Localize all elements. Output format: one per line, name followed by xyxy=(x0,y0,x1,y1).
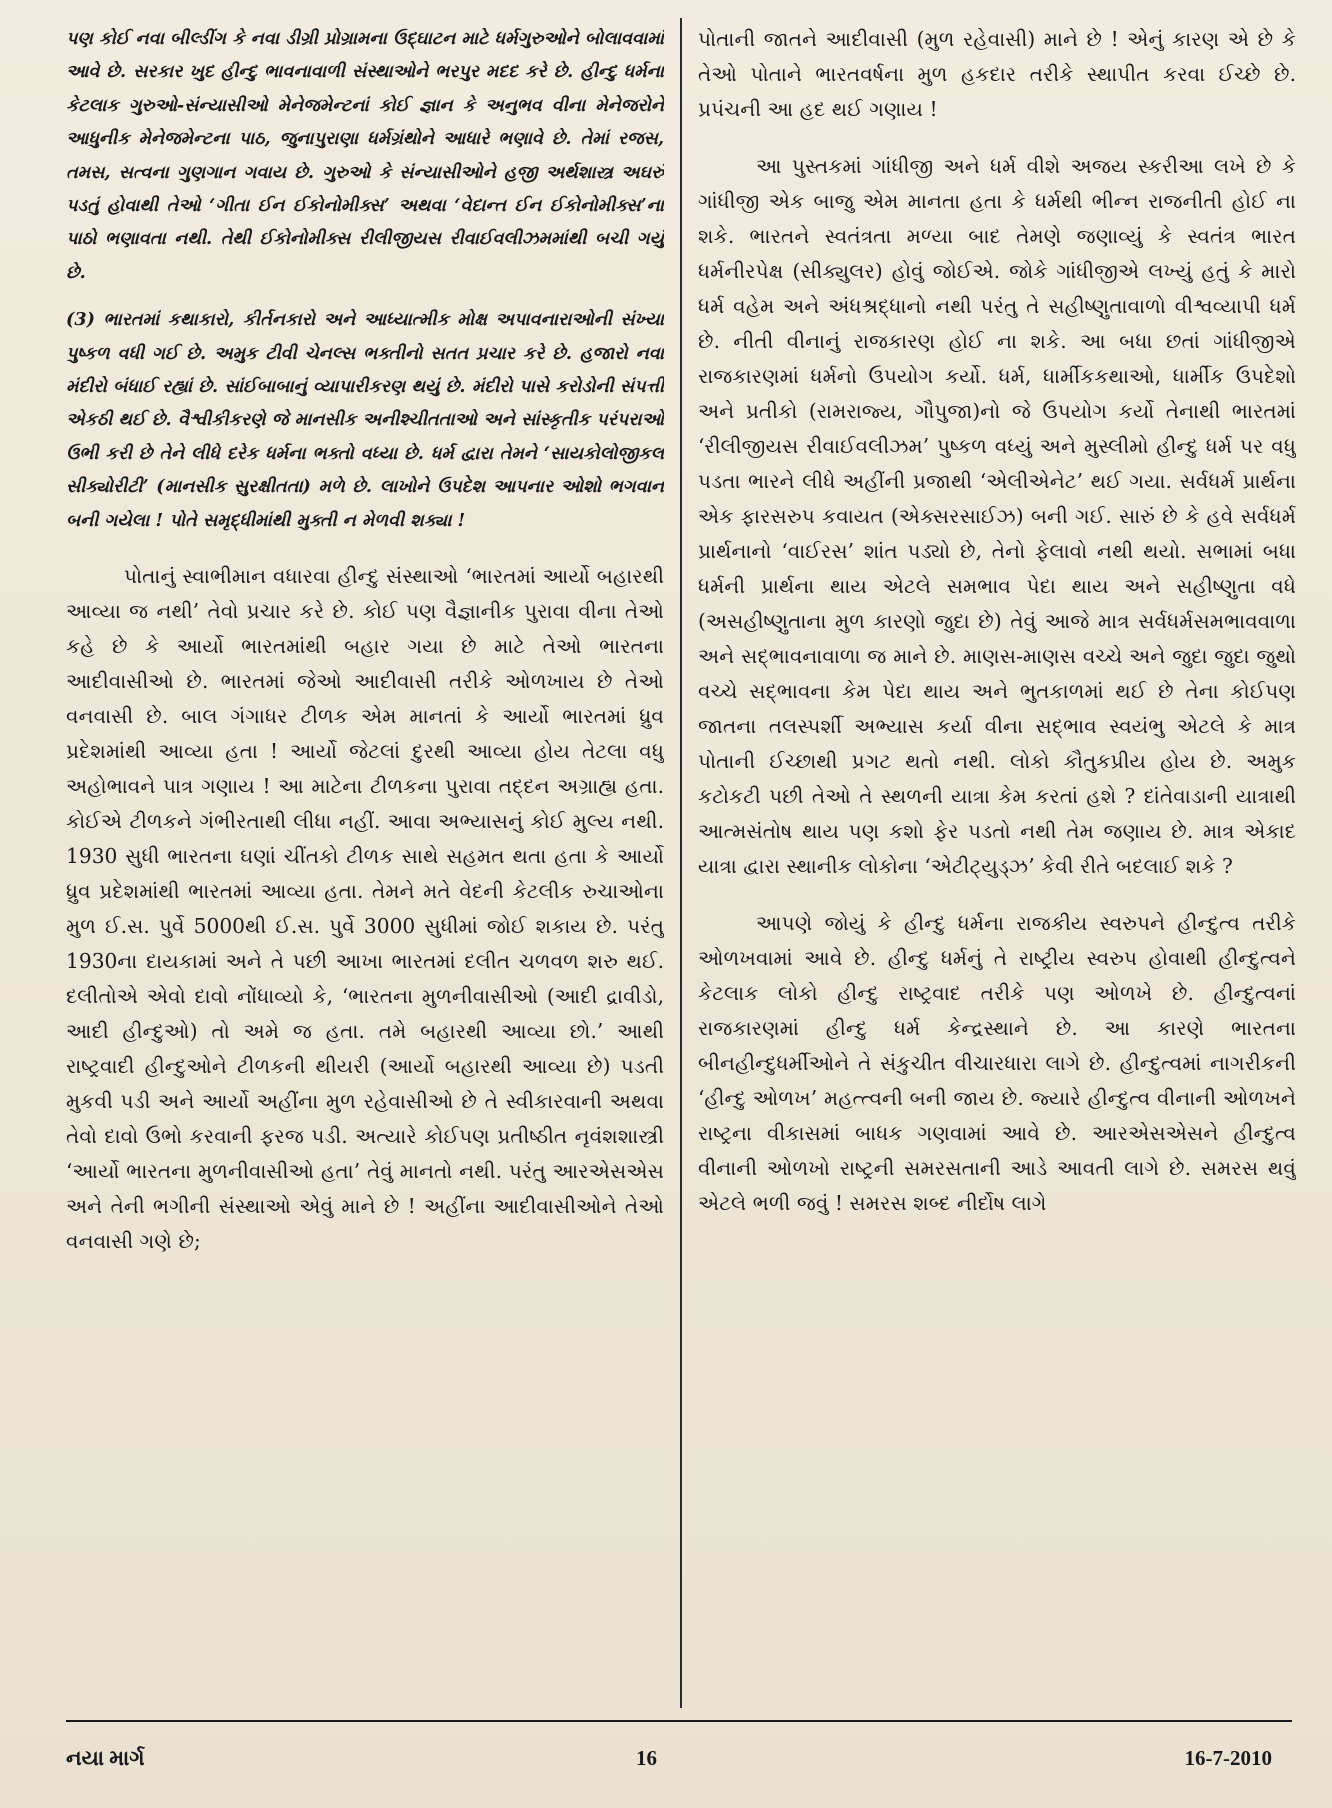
column-divider xyxy=(680,18,682,1708)
right-para-3: આપણે જોયું કે હીન્દુ ધર્મના રાજકીય સ્વરુપને હીન્દુત્વ તરીકે ઓળખવામાં આવે છે. હીન્દુ ધર્મનું તે રાષ્ટ્રીય સ્વરુપ હોવાથી હીન્દુત્વને કેટલાક લોકો હીન્દુ રાષ્ટ્રવાદ તરીકે પણ ઓળખે છે. હીન્દુત્વનાં રાજકારણમાં હીન્દુ ધર્મ કેન્દ્રસ્થાને છે. આ કારણે ભારતના બીનહીન્દુધર્મીઓને તે સંકુચીત વીચારધારા લાગે છે. હીન્દુત્વમાં નાગરીકની ‘હીન્દુ ઓળખ’ મહત્ત્વની બની જાય છે. જ્યારે હીન્દુત્વ વીનાની ઓળખને રાષ્ટ્રના વીકાસમાં બાધક ગણવામાં આવે છે. આરએસએસને હીન્દુત્વ વીનાની ઓળખો રાષ્ટ્રની સમરસતાની આડે આવતી લાગે છે. સમરસ થવું એટલે ભળી જવું ! સમરસ શબ્દ નીર્દોષ લાગે xyxy=(698,911,1296,1215)
page-number: 16 xyxy=(636,1746,657,1770)
right-column xyxy=(698,22,1296,1720)
right-para-2: આ પુસ્તકમાં ગાંધીજી અને ધર્મ વીશે અજય સ્કરીઆ લખે છે કે ગાંધીજી એક બાજુ એમ માનતા હતા કે ધર્મથી ભીન્ન રાજનીતી હોઈ ના શકે. ભારતને સ્વતંત્રતા મળ્યા બાદ તેમણે જણાવ્યું કે સ્વતંત્ર ભારત ધર્મનીરપેક્ષ (સીક્યુલર) હોવું જોઈએ. જોકે ગાંધીજીએ લખ્યું હતું કે મારો ધર્મ વહેમ અને અંધશ્રદ્ધાનો નથી પરંતુ તે સહીષ્ણુતાવાળો વીશ્વવ્યાપી ધર્મ છે. નીતી વીનાનું રાજકારણ હોઈ ના શકે. આ બધા છતાં ગાંધીજીએ રાજકારણમાં ધર્મનો ઉપયોગ કર્યો. ધર્મ, ધાર્મીકકથાઓ, ધાર્મીક ઉપદેશો અને પ્રતીકો (રામરાજ્ય, ગૌપુજા)નો જે ઉપયોગ કર્યો તેનાથી ભારતમાં ‘રીલીજીયસ રીવાઈવલીઝમ’ પુષ્કળ વધ્યું અને મુસ્લીમો હીન્દુ ધર્મ પર વધુ પડતા ભારને લીધે અહીંની પ્રજાથી ‘એલીએનેટ’ થઈ ગયા. સર્વધર્મ પ્રાર્થના એક ફારસરુપ કવાયત (એક્સરસાઈઝ) બની ગઈ. સારું છે કે હવે સર્વધર્મ પ્રાર્થનાનો ‘વાઈરસ’ શાંત પડ્યો છે, તેનો ફેલાવો નથી થયો. સભામાં બધા ધર્મની પ્રાર્થના થાય એટલે સમભાવ પેદા થાય અને સહીષ્ણુતા વધે (અસહીષ્ણુતાના મુળ કારણો જુદા છે) તેવું આજે માત્ર સર્વધર્મસમભાવવાળા અને સદ્ભાવનાવાળા જ માને છે. માણસ-માણસ વચ્ચે અને જુદા જુદા જુથો વચ્ચે સદ્ભાવના કેમ પેદા થાય અને ભુતકાળમાં થઈ છે તેના કોઈપણ જાતના તલસ્પર્શી અભ્યાસ કર્યા વીના સદ્ભાવ સ્વયંભુ એટલે કે માત્ર પોતાની ઈચ્છાથી પ્રગટ થતો નથી. લોકો કૌતુકપ્રીય હોય છે. અમુક કટોકટી પછી તેઓ તે સ્થળની યાત્રા કેમ કરતાં હશે ? દાંતેવાડાની યાત્રાથી આત્મસંતોષ થાય પણ કશો ફેર પડતો નથી તેમ જણાય છે. માત્ર એકાદ યાત્રા દ્વારા સ્થાનીક લોકોના ‘એટીટ્યુડ્ઝ’ કેવી રીતે બદલાઈ શકે ? xyxy=(698,154,1296,878)
issue-date: 16-7-2010 xyxy=(1184,1746,1272,1770)
left-column xyxy=(66,22,664,1720)
footer-rule xyxy=(66,1720,1292,1722)
left-para-3: પોતાનું સ્વાભીમાન વધારવા હીન્દુ સંસ્થાઓ ‘ભારતમાં આર્યો બહારથી આવ્યા જ નથી’ તેવો પ્રચાર કરે છે. કોઈ પણ વૈજ્ઞાનીક પુરાવા વીના તેઓ કહે છે કે આર્યો ભારતમાંથી બહાર ગયા છે માટે તેઓ ભારતના આદીવાસીઓ છે. ભારતમાં જેઓ આદીવાસી તરીકે ઓળખાય છે તેઓ વનવાસી છે. બાલ ગંગાધર ટીળક એમ માનતાં કે આર્યો ભારતમાં ધ્રુવ પ્રદેશમાંથી આવ્યા હતા ! આર્યો જેટલાં દુરથી આવ્યા હોય તેટલા વધુ અહોભાવને પાત્ર ગણાય ! આ માટેના ટીળકના પુરાવા તદ્દન અગ્રાહ્ય હતા. કોઈએ ટીળકને ગંભીરતાથી લીધા નહીં. આવા અભ્યાસનું કોઈ મુલ્ય નથી. 1930 સુધી ભારતના ઘણાં ચીંતકો ટીળક સાથે સહમત થતા હતા કે આર્યો ધ્રુવ પ્રદેશમાંથી ભારતમાં આવ્યા હતા. તેમને મતે વેદની કેટલીક રુચાઓના મુળ ઈ.સ. પુર્વે 5000થી ઈ.સ. પુર્વે 3000 સુધીમાં જોઈ શકાય છે. પરંતુ 1930ના દાયકામાં અને તે પછી આખા ભારતમાં દલીત ચળવળ શરુ થઈ. દલીતોએ એવો દાવો નોંધાવ્યો કે, ‘ભારતના મુળનીવાસીઓ (આદી દ્રાવીડો, આદી હીન્દુઓ) તો અમે જ હતા. તમે બહારથી આવ્યા છો.’ આથી રાષ્ટ્રવાદી હીન્દુઓને ટીળકની થીયરી (આર્યો બહારથી આવ્યા છે) પડતી મુકવી પડી અને આર્યો અહીંના મુળ રહેવાસીઓ છે તે સ્વીકારવાની અથવા તેવો દાવો ઉભો કરવાની ફરજ પડી. અત્યારે કોઈપણ પ્રતીષ્ઠીત નૃવંશશાસ્ત્રી ‘આર્યો ભારતના મુળનીવાસીઓ હતા’ તેવું માનતો નથી. પરંતુ આરએસએસ અને તેની ભગીની સંસ્થાઓ એવું માને છે ! અહીંના આદીવાસીઓને તેઓ વનવાસી ગણે છે; xyxy=(66,564,664,1254)
left-para-2: (3) ભારતમાં કથાકારો, કીર્તનકારો અને આધ્યાત્મીક મોક્ષ અપાવનારાઓની સંખ્યા પુષ્કળ વધી ગઈ છે. અમુક ટીવી ચેનલ્સ ભક્તીનો સતત પ્રચાર કરે છે. હજારો નવા મંદીરો બંધાઈ રહ્યાં છે. સાંઈબાબાનું વ્યાપારીકરણ થયું છે. મંદીરો પાસે કરોડોની સંપત્તી એકઠી થઈ છે. વૈશ્વીકીકરણે જે માનસીક અનીશ્ચીતતાઓ અને સાંસ્કૃતીક પરંપરાઓ ઉભી કરી છે તેને લીધે દરેક ધર્મના ભક્તો વધ્યા છે. ધર્મ દ્વારા તેમને ‘સાયકોલોજીકલ સીક્યોરીટી’ (માનસીક સુરક્ષીતતા) મળે છે. લાખોને ઉપદેશ આપનાર ઓશો ભગવાન બની ગયેલા ! પોતે સમૃદ્ધીમાંથી મુક્તી ન મેળવી શક્યા ! xyxy=(66,309,664,531)
publication-name: નયા માર્ગ xyxy=(66,1746,145,1770)
left-para-1: પણ કોઈ નવા બીલ્ડીંગ કે નવા ડીગ્રી પ્રોગ્રામના ઉદ્ઘાટન માટે ધર્મગુરુઓને બોલાવવામાં આવે છે. સરકાર ખુદ હીન્દુ ભાવનાવાળી સંસ્થાઓને ભરપુર મદદ કરે છે. હીન્દુ ધર્મના કેટલાક ગુરુઓ-સંન્યાસીઓ મેનેજમેન્ટનાં કોઈ જ્ઞાન કે અનુભવ વીના મેનેજરોને આધુનીક મેનેજમેન્ટના પાઠ, જુનાપુરાણા ધર્મગ્રંથોને આધારે ભણાવે છે. તેમાં રજસ, તમસ, સત્વના ગુણગાન ગવાય છે. ગુરુઓ કે સંન્યાસીઓને હજી અર્થશાસ્ત્ર અઘરું પડતું હોવાથી તેઓ ‘ગીતા ઈન ઈકોનોમીક્સ’ અથવા ‘વેદાન્ત ઈન ઈકોનોમીક્સ’ના પાઠો ભણાવતા નથી. તેથી ઈકોનોમીક્સ રીલીજીયસ રીવાઈવલીઝમમાંથી બચી ગયું છે. xyxy=(66,28,664,283)
right-para-1: પોતાની જાતને આદીવાસી (મુળ રહેવાસી) માને છે ! એનું કારણ એ છે કે તેઓ પોતાને ભારતવર્ષના મુળ હકદાર તરીકે સ્થાપીત કરવા ઈચ્છે છે. પ્રપંચની આ હદ થઈ ગણાય ! xyxy=(698,27,1296,121)
